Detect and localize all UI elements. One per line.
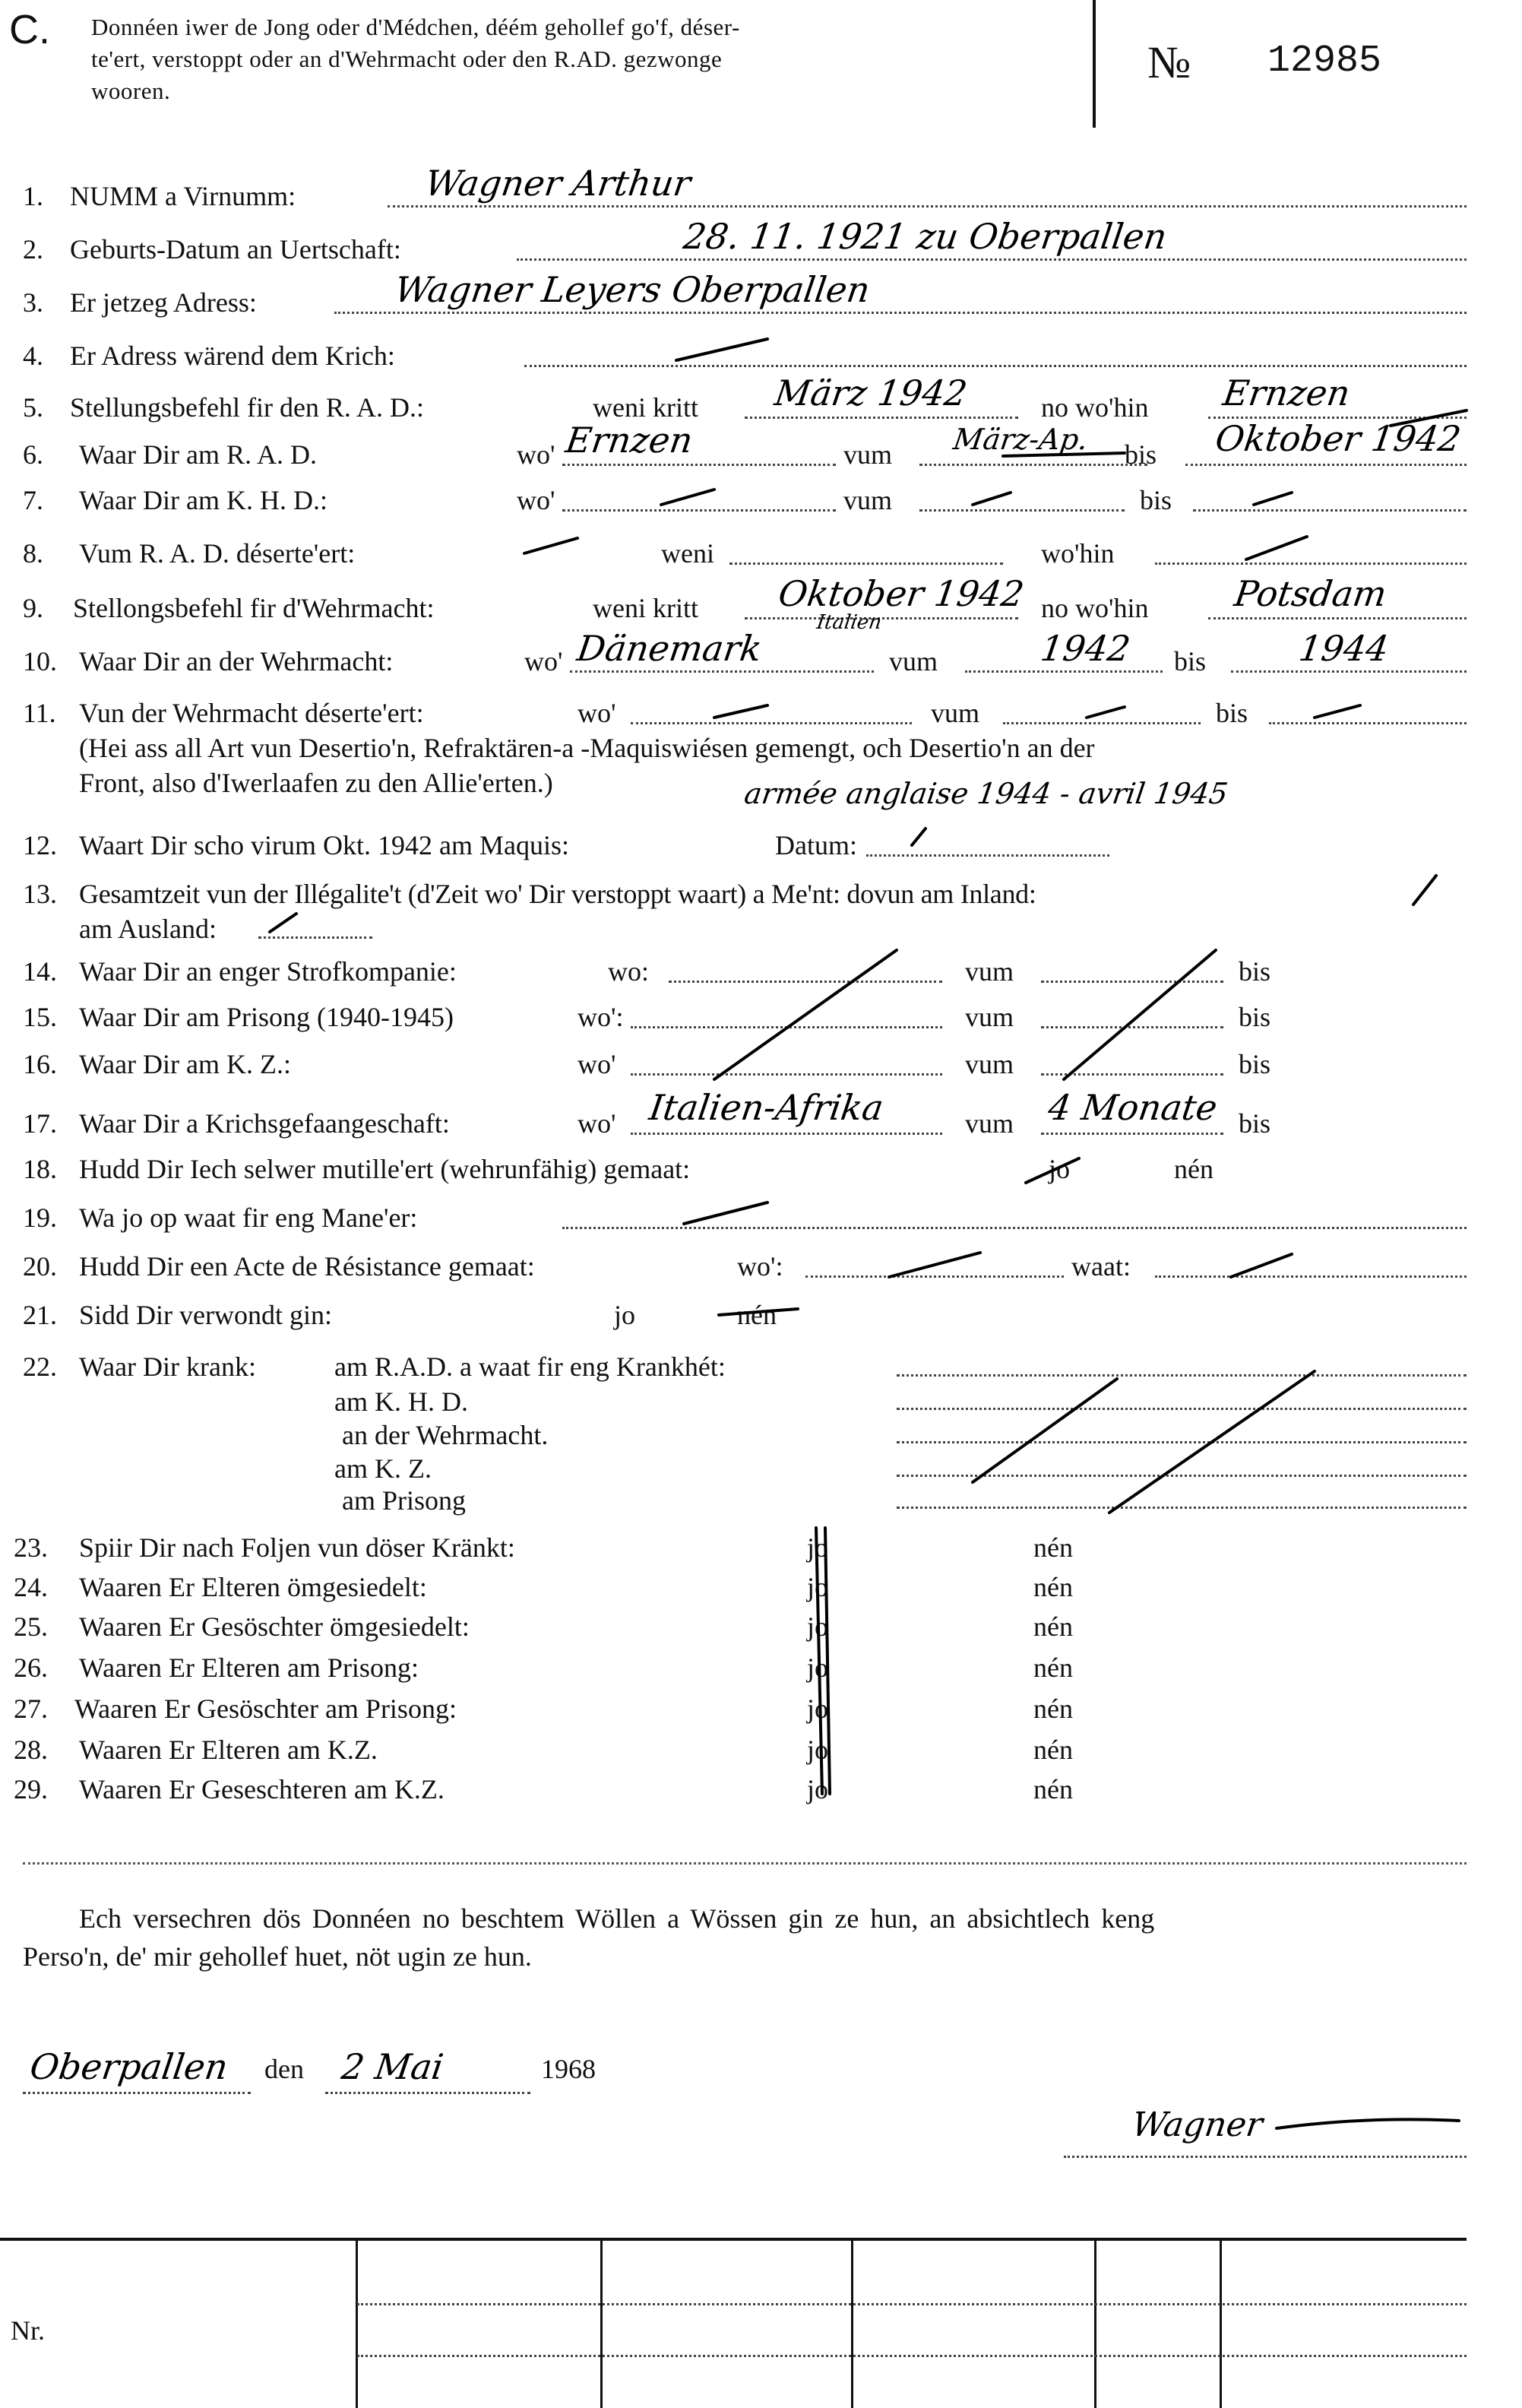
row-15-label: Waar Dir am Prisong (1940-1945) — [79, 1002, 454, 1032]
row-9-when-value: Oktober 1942 — [776, 573, 1027, 614]
row-3-number: 3. — [23, 287, 43, 318]
row-21-nen-strike — [719, 1309, 798, 1315]
row-20-number: 20. — [23, 1251, 57, 1282]
row-10-bis-value: 1944 — [1296, 628, 1391, 669]
row-17-vum-label: vum — [965, 1108, 1014, 1139]
row-5-number: 5. — [23, 392, 43, 423]
row-11-note-line-1: (Hei ass all Art vun Desertio'n, Refraktären-a -Maquiswiésen gemengt, och Desertio'n an der — [79, 733, 1095, 763]
row-15-vum-label: vum — [965, 1002, 1014, 1032]
footer-nr-label: Nr. — [11, 2315, 45, 2346]
row-28-number: 28. — [14, 1735, 48, 1765]
row-17-wo-value: Italien-Afrika — [647, 1087, 887, 1128]
row-6-number: 6. — [23, 439, 43, 470]
row-12-label: Waart Dir scho virum Okt. 1942 am Maquis: — [79, 830, 569, 860]
row-16-bis-label: bis — [1239, 1049, 1271, 1079]
row-17-vum-value: 4 Monate — [1046, 1087, 1220, 1128]
row-25-number: 25. — [14, 1611, 48, 1642]
row-18-nen: nén — [1174, 1154, 1213, 1184]
row-20-wo-label: wo': — [737, 1251, 783, 1282]
row-23-jo: jo — [807, 1532, 829, 1563]
row-11-dash-3 — [1315, 705, 1360, 718]
row-5-when-label: weni kritt — [593, 392, 698, 423]
row-7-dash-3 — [1254, 493, 1292, 505]
signature: Wagner — [1129, 2105, 1265, 2144]
row-20-label: Hudd Dir een Acte de Résistance gemaat: — [79, 1251, 535, 1282]
row-24-nen: nén — [1033, 1572, 1073, 1602]
row-7-wo-label: wo' — [517, 485, 555, 515]
date-den-label: den — [264, 2054, 304, 2084]
row-23-label: Spiir Dir nach Foljen vun döser Kränkt: — [79, 1532, 515, 1563]
row-16-label: Waar Dir am K. Z.: — [79, 1049, 291, 1079]
row-19-dash — [684, 1202, 767, 1224]
row-26-jo: jo — [807, 1652, 829, 1683]
row-10-number: 10. — [23, 646, 57, 676]
header-intro-line-1: Donnéen iwer de Jong oder d'Médchen, déém gehollef go'f, déser- — [91, 14, 740, 40]
row-26-nen: nén — [1033, 1652, 1073, 1683]
row-29-nen: nén — [1033, 1774, 1073, 1804]
form-number: 12985 — [1267, 40, 1382, 83]
row-4-dash — [676, 339, 767, 360]
row-7-dash-1 — [661, 490, 714, 505]
section-letter: C. — [9, 7, 50, 52]
header-intro-line-2: te'ert, verstoppt oder an d'Wehrmacht oder den R.AD. gezwonge — [91, 46, 723, 72]
row-6-label: Waar Dir am R. A. D. — [79, 439, 318, 470]
row-9-where-value: Potsdam — [1232, 573, 1390, 614]
row-23-number: 23. — [14, 1532, 48, 1563]
row-1-number: 1. — [23, 181, 43, 211]
row-5-where-label: no wo'hin — [1041, 392, 1149, 423]
row-6-wo-label: wo' — [517, 439, 555, 470]
row-14-number: 14. — [23, 956, 57, 987]
row-22-strike-2 — [1109, 1371, 1315, 1513]
row-22-sub-prisong: am Prisong — [342, 1485, 467, 1516]
signature-tail — [1277, 2119, 1459, 2128]
row-14-15-16-strike-1 — [714, 950, 897, 1079]
row-16-vum-label: vum — [965, 1049, 1014, 1079]
row-11-number: 11. — [23, 698, 56, 728]
row-23-nen: nén — [1033, 1532, 1073, 1563]
row-9-label: Stellongsbefehl fir d'Wehrmacht: — [73, 593, 435, 623]
row-16-wo-label: wo' — [577, 1049, 616, 1079]
row-3-label: Er jetzeg Adress: — [70, 287, 257, 318]
row-14-wo-label: wo: — [608, 956, 649, 987]
row-7-bis-label: bis — [1140, 485, 1172, 515]
row-29-jo: jo — [807, 1774, 829, 1804]
row-6-vum-label: vum — [843, 439, 893, 470]
row-25-jo: jo — [807, 1611, 829, 1642]
declaration-line-1: Ech versechren dös Donnéen no beschtem Wöllen a Wössen gin ze hun, an absichtlech keng — [79, 1903, 1155, 1934]
row-26-number: 26. — [14, 1652, 48, 1683]
row-5-where-value: Ernzen — [1220, 372, 1353, 413]
row-27-number: 27. — [14, 1694, 48, 1724]
row-19-number: 19. — [23, 1202, 57, 1233]
row-8-dash-2 — [1246, 537, 1307, 559]
row-6-vum-value: März-Ap. — [951, 423, 1090, 456]
row-11-dash-2 — [1087, 707, 1125, 718]
row-13-label: Gesamtzeit vun der Illégalite't (d'Zeit wo' Dir verstoppt waart) a Me'nt: dovun am Inland: — [79, 879, 1036, 909]
number-symbol: № — [1147, 37, 1191, 87]
row-20-waat-label: waat: — [1071, 1251, 1131, 1282]
row-12-number: 12. — [23, 830, 57, 860]
row-10-wo-value: Dänemark — [574, 628, 764, 669]
row-1-label: NUMM a Virnumm: — [70, 181, 296, 211]
row-14-label: Waar Dir an enger Strofkompanie: — [79, 956, 457, 987]
row-24-number: 24. — [14, 1572, 48, 1602]
row-27-label: Waaren Er Gesöschter am Prisong: — [74, 1694, 457, 1724]
row-17-wo-label: wo' — [577, 1108, 616, 1139]
row-22-number: 22. — [23, 1351, 57, 1382]
row-13-dash-2 — [270, 914, 296, 932]
row-25-label: Waaren Er Gesöschter ömgesiedelt: — [79, 1611, 470, 1642]
declaration-line-2: Perso'n, de' mir gehollef huet, nöt ugin ze hun. — [23, 1941, 532, 1972]
row-15-number: 15. — [23, 1002, 57, 1032]
row-19-label: Wa jo op waat fir eng Mane'er: — [79, 1202, 418, 1233]
row-8-where-label: wo'hin — [1041, 538, 1115, 569]
row-28-jo: jo — [807, 1735, 829, 1765]
row-16-number: 16. — [23, 1049, 57, 1079]
row-6-bis-value: Oktober 1942 — [1213, 418, 1463, 459]
row-7-label: Waar Dir am K. H. D.: — [79, 485, 328, 515]
row-28-nen: nén — [1033, 1735, 1073, 1765]
row-22-sub-rad: am R.A.D. a waat fir eng Krankhét: — [334, 1351, 726, 1382]
row-8-label: Vum R. A. D. déserte'ert: — [79, 538, 356, 569]
row-6-bis-label: bis — [1125, 439, 1157, 470]
row-29-number: 29. — [14, 1774, 48, 1804]
row-14-bis-label: bis — [1239, 956, 1271, 987]
row-7-dash-2 — [973, 493, 1011, 505]
row-21-jo: jo — [614, 1300, 636, 1330]
row-4-label: Er Adress wärend dem Krich: — [70, 341, 395, 371]
row-7-vum-label: vum — [843, 485, 893, 515]
row-22-sub-kz: am K. Z. — [334, 1453, 432, 1484]
row-6-dash — [1003, 453, 1125, 456]
row-15-bis-label: bis — [1239, 1002, 1271, 1032]
row-11-note-line-2: Front, also d'Iwerlaafen zu den Allie'erten.) — [79, 768, 553, 798]
row-10-bis-label: bis — [1174, 646, 1207, 676]
row-22-sub-wehrmacht: an der Wehrmacht. — [342, 1420, 549, 1450]
row-21-label: Sidd Dir verwondt gin: — [79, 1300, 332, 1330]
row-7-number: 7. — [23, 485, 43, 515]
row-17-bis-label: bis — [1239, 1108, 1271, 1139]
row-18-jo: jo — [1049, 1154, 1071, 1184]
row-11-bis-label: bis — [1216, 698, 1248, 728]
row-22-sub-khd: am K. H. D. — [334, 1386, 468, 1417]
header-intro-line-3: wooren. — [91, 78, 171, 104]
row-10-wo-label: wo' — [524, 646, 563, 676]
row-21-nen: nén — [737, 1300, 777, 1330]
row-2-label: Geburts-Datum an Uertschaft: — [70, 234, 401, 265]
row-11-vum-label: vum — [931, 698, 980, 728]
row-10-vum-label: vum — [889, 646, 938, 676]
row-9-where-label: no wo'hin — [1041, 593, 1149, 623]
row-14-vum-label: vum — [965, 956, 1014, 987]
row-11-label: Vun der Wehrmacht déserte'ert: — [79, 698, 424, 728]
row-10-label: Waar Dir an der Wehrmacht: — [79, 646, 394, 676]
row-25-nen: nén — [1033, 1611, 1073, 1642]
row-22-label: Waar Dir krank: — [79, 1351, 256, 1382]
row-18-jo-strike — [1026, 1158, 1079, 1183]
row-28-label: Waaren Er Elteren am K.Z. — [79, 1735, 378, 1765]
row-8-dash-1 — [524, 538, 577, 553]
row-11-wo-label: wo' — [577, 698, 616, 728]
row-8-number: 8. — [23, 538, 43, 569]
place-value: Oberpallen — [27, 2046, 231, 2087]
row-13-dash-1 — [1413, 876, 1436, 905]
row-1-value: Wagner Arthur — [422, 163, 694, 204]
row-3-value: Wagner Leyers Oberpallen — [392, 269, 873, 310]
row-9-number: 9. — [23, 593, 43, 623]
row-17-label: Waar Dir a Krichsgefaangeschaft: — [79, 1108, 450, 1139]
row-2-number: 2. — [23, 234, 43, 265]
row-21-number: 21. — [23, 1300, 57, 1330]
row-18-number: 18. — [23, 1154, 57, 1184]
row-23-29-jo-strike-2 — [825, 1528, 830, 1794]
row-14-15-16-strike-2 — [1064, 950, 1216, 1079]
row-6-wo-value: Ernzen — [563, 420, 696, 461]
row-20-dash-2 — [1231, 1254, 1292, 1277]
row-11-handwritten-note: armée anglaise 1944 - avril 1945 — [742, 777, 1230, 810]
row-24-label: Waaren Er Elteren ömgesiedelt: — [79, 1572, 427, 1602]
row-10-vum-value: 1942 — [1038, 628, 1133, 669]
row-12-datum-label: Datum: — [775, 830, 857, 860]
row-17-number: 17. — [23, 1108, 57, 1139]
row-4-number: 4. — [23, 341, 43, 371]
row-26-label: Waaren Er Elteren am Prisong: — [79, 1652, 419, 1683]
row-5-when-value: März 1942 — [772, 372, 970, 413]
row-13-number: 13. — [23, 879, 57, 909]
row-12-dash — [912, 829, 926, 845]
row-24-jo: jo — [807, 1572, 829, 1602]
row-15-wo-label: wo': — [577, 1002, 624, 1032]
date-value: 2 Mai — [339, 2046, 446, 2087]
row-2-value: 28. 11. 1921 zu Oberpallen — [681, 216, 1170, 257]
year-value: 1968 — [541, 2054, 596, 2084]
row-10-wo-extra: Italien — [815, 611, 884, 634]
row-13-label-2: am Ausland: — [79, 914, 217, 944]
row-27-jo: jo — [807, 1694, 829, 1724]
row-29-label: Waaren Er Geseschteren am K.Z. — [79, 1774, 445, 1804]
row-9-when-label: weni kritt — [593, 593, 698, 623]
row-18-label: Hudd Dir Iech selwer mutille'ert (wehrunfähig) gemaat: — [79, 1154, 691, 1184]
row-22-strike-1 — [973, 1379, 1117, 1482]
row-23-29-jo-strike-1 — [816, 1528, 822, 1794]
row-5-label: Stellungsbefehl fir den R. A. D.: — [70, 392, 424, 423]
row-11-dash-1 — [714, 705, 767, 718]
row-8-when-label: weni — [661, 538, 714, 569]
row-11-dash-4 — [1391, 410, 1467, 426]
row-27-nen: nén — [1033, 1694, 1073, 1724]
row-20-dash-1 — [889, 1253, 980, 1277]
